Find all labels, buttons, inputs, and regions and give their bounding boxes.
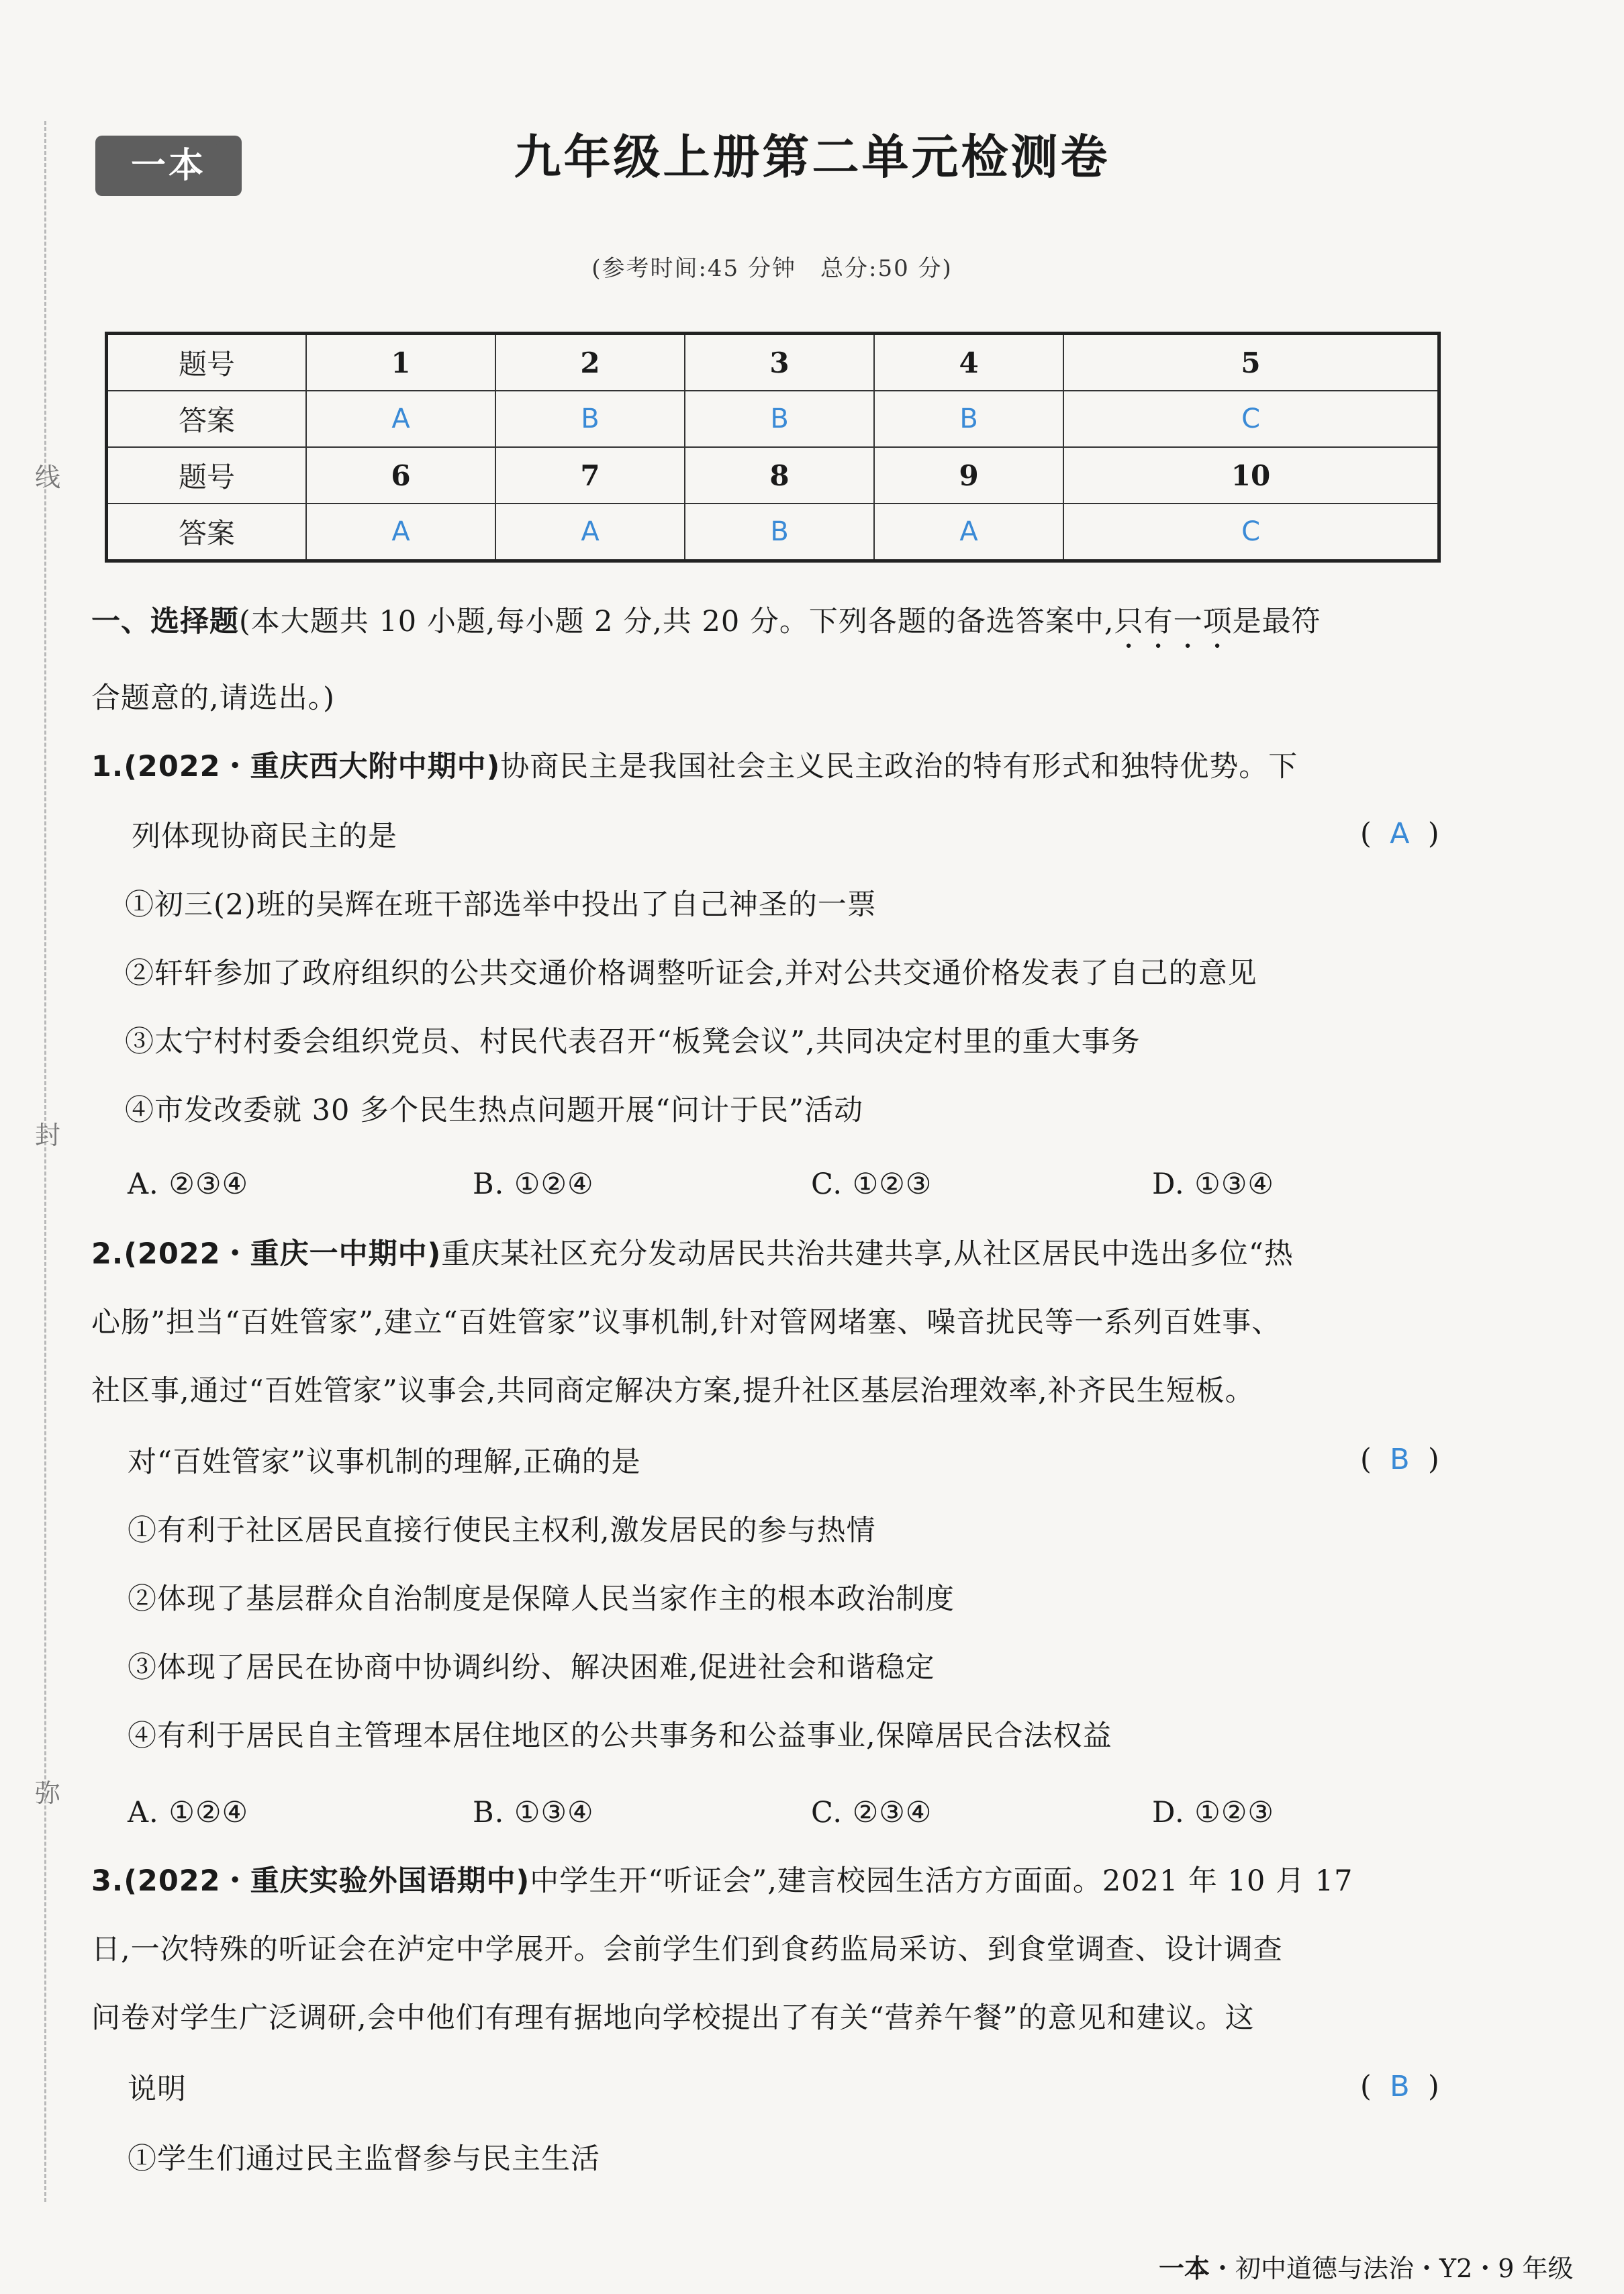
table-row <box>107 391 1439 447</box>
q1-choice-d: D. ①③④ <box>1152 1167 1274 1201</box>
binding-dashed-line <box>44 121 46 2202</box>
q1-answer: A <box>1390 817 1410 851</box>
margin-char-mi: 弥 <box>35 1778 61 1808</box>
q2-choice-c: C. ②③④ <box>811 1796 933 1829</box>
q2-answer: B <box>1390 1443 1410 1476</box>
q1-option-1: ①初三(2)班的吴辉在班干部选举中投出了自己神圣的一票 <box>125 888 877 922</box>
q1-option-3: ③太宁村村委会组织党员、村民代表召开“板凳会议”,共同决定村里的重大事务 <box>125 1025 1141 1059</box>
q1-choice-b: B. ①②④ <box>473 1167 594 1201</box>
q3-option-1: ①学生们通过民主监督参与民主生活 <box>128 2142 600 2176</box>
question-number: 9 <box>874 447 1063 504</box>
footer-brand: 一本 <box>1159 2254 1210 2283</box>
q2-option-1: ①有利于社区居民直接行使民主权利,激发居民的参与热情 <box>128 1514 876 1547</box>
answer-cell: A <box>495 504 685 561</box>
section-desc: 是最符 <box>1232 605 1321 638</box>
q2-option-2: ②体现了基层群众自治制度是保障人民当家作主的根本政治制度 <box>128 1582 955 1616</box>
table-row <box>107 504 1439 561</box>
section-heading: 一、选择题 <box>91 605 239 638</box>
question-number: 10 <box>1063 447 1439 504</box>
question-number: 1. <box>91 750 124 783</box>
question-number: 3. <box>91 1864 124 1898</box>
q1-option-2: ②轩轩参加了政府组织的公共交通价格调整听证会,并对公共交通价格发表了自己的意见 <box>125 957 1257 990</box>
q2-choice-d: D. ①②③ <box>1152 1796 1274 1829</box>
row-label-answer: 答案 <box>107 504 307 561</box>
question-number: 6 <box>306 447 495 504</box>
q3-stem-line4: 说明 <box>128 2072 187 2106</box>
section-desc-line2: 合题意的,请选出。) <box>91 681 335 715</box>
table-row <box>107 334 1439 391</box>
section-desc-emphasis: 只有一项 <box>1114 605 1233 638</box>
q3-answer-bracket: ( B ) <box>1360 2070 1439 2103</box>
question-stem: 协商民主是我国社会主义民主政治的特有形式和独特优势。下 <box>500 750 1298 783</box>
q1-choice-a: A. ②③④ <box>128 1167 249 1201</box>
row-label-answer: 答案 <box>107 391 307 447</box>
question-number: 5 <box>1063 334 1439 391</box>
brand-logo: 一本 <box>95 136 242 196</box>
page-title: 九年级上册第二单元检测卷 <box>514 129 1110 185</box>
question-source: (2022・重庆西大附中期中) <box>124 750 501 783</box>
answer-table <box>105 332 1441 563</box>
q3-answer: B <box>1390 2070 1410 2103</box>
q2-stem-line3: 社区事,通过“百姓管家”议事会,共同商定解决方案,提升社区基层治理效率,补齐民生短板。 <box>91 1374 1255 1408</box>
question-number: 7 <box>495 447 685 504</box>
margin-char-xian: 线 <box>35 463 61 492</box>
footer-text: ・初中道德与法治・Y2・9 年级 <box>1210 2254 1574 2283</box>
question-number: 4 <box>874 334 1063 391</box>
answer-cell: B <box>685 391 874 447</box>
q2-stem-line1 <box>91 1234 1294 1274</box>
q3-stem-line1 <box>91 1861 1353 1901</box>
answer-cell: B <box>874 391 1063 447</box>
q2-stem-line2: 心肠”担当“百姓管家”,建立“百姓管家”议事机制,针对管网堵塞、噪音扰民等一系列百姓事、 <box>91 1306 1282 1339</box>
question-number: 8 <box>685 447 874 504</box>
registered-mark: ® <box>215 138 227 152</box>
question-number: 3 <box>685 334 874 391</box>
q1-stem-line1 <box>91 747 1298 787</box>
question-number: 2. <box>91 1237 124 1271</box>
q1-stem-line2: 列体现协商民主的是 <box>132 820 397 853</box>
row-label-question: 题号 <box>107 334 307 391</box>
question-stem: 中学生开“听证会”,建言校园生活方方面面。2021 年 10 月 17 <box>530 1864 1353 1898</box>
answer-cell: B <box>685 504 874 561</box>
answer-cell: C <box>1063 391 1439 447</box>
table-row <box>107 447 1439 504</box>
question-number: 1 <box>306 334 495 391</box>
q2-answer-bracket: ( B ) <box>1360 1443 1439 1476</box>
question-stem: 重庆某社区充分发动居民共治共建共享,从社区居民中选出多位“热 <box>441 1237 1294 1271</box>
question-source: (2022・重庆实验外国语期中) <box>124 1864 530 1898</box>
q3-stem-line2: 日,一次特殊的听证会在泸定中学展开。会前学生们到食药监局采访、到食堂调查、设计调查 <box>91 1933 1283 1966</box>
q2-choice-b: B. ①③④ <box>473 1796 594 1829</box>
answer-cell: A <box>874 504 1063 561</box>
answer-cell: B <box>495 391 685 447</box>
q1-choice-c: C. ①②③ <box>811 1167 933 1201</box>
q1-option-4: ④市发改委就 30 多个民生热点问题开展“问计于民”活动 <box>125 1094 864 1127</box>
exam-info: (参考时间:45 分钟 总分:50 分) <box>591 255 953 282</box>
q2-option-3: ③体现了居民在协商中协调纠纷、解决困难,促进社会和谐稳定 <box>128 1651 935 1684</box>
section-desc: (本大题共 10 小题,每小题 2 分,共 20 分。下列各题的备选答案中, <box>239 605 1114 638</box>
q3-stem-line3: 问卷对学生广泛调研,会中他们有理有据地向学校提出了有关“营养午餐”的意见和建议。这 <box>91 2001 1255 2035</box>
question-number: 2 <box>495 334 685 391</box>
row-label-question: 题号 <box>107 447 307 504</box>
answer-cell: A <box>306 504 495 561</box>
page-footer <box>1159 2248 1574 2285</box>
margin-char-feng: 封 <box>35 1120 61 1150</box>
question-source: (2022・重庆一中期中) <box>124 1237 442 1271</box>
answer-cell: C <box>1063 504 1439 561</box>
q1-answer-bracket: ( A ) <box>1360 817 1439 851</box>
q2-option-4: ④有利于居民自主管理本居住地区的公共事务和公益事业,保障居民合法权益 <box>128 1719 1112 1753</box>
q2-stem-line4: 对“百姓管家”议事机制的理解,正确的是 <box>128 1445 641 1479</box>
section-instructions <box>91 602 1321 655</box>
q2-choice-a: A. ①②④ <box>128 1796 249 1829</box>
answer-cell: A <box>306 391 495 447</box>
